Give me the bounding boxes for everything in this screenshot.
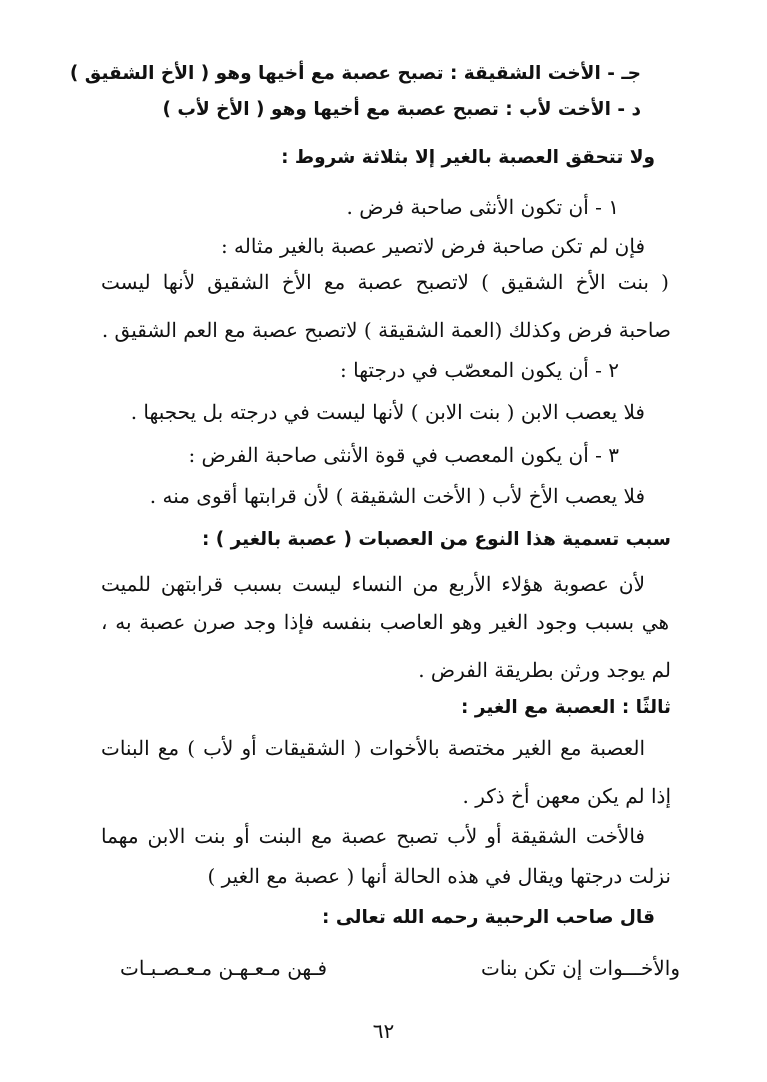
text-line-16: ثالثًا : العصبة مع الغير : [461, 697, 671, 718]
text-line-13: لأن عصوبة هؤلاء الأربع من النساء ليست بسبب قرابتهن للميت [101, 572, 645, 596]
text-line-2: د - الأخت لأب : تصبح عصبة مع أخيها وهو ( الأخ لأب ) [162, 99, 641, 120]
text-line-11: فلا يعصب الأخ لأب ( الأخت الشقيقة ) لأن قرابتها أقوى منه . [149, 484, 645, 508]
text-line-17: العصبة مع الغير مختصة بالأخوات ( الشقيقات أو لأب ) مع البنات [101, 736, 645, 760]
text-line-7: صاحبة فرض وكذلك (العمة الشقيقة ) لاتصبح عصبة مع العم الشقيق . [101, 318, 671, 342]
text-line-12: سبب تسمية هذا النوع من العصبات ( عصبة بالغير ) : [201, 529, 671, 550]
text-line-8: ٢ - أن يكون المعصّب في درجتها : [340, 358, 619, 382]
text-line-21: قال صاحب الرحبية رحمه الله تعالى : [321, 907, 655, 928]
text-line-15: لم يوجد ورثن بطريقة الفرض . [418, 658, 671, 682]
text-line-9: فلا يعصب الابن ( بنت الابن ) لأنها ليست في درجته بل يحجبها . [130, 400, 645, 424]
poetry-verse [120, 948, 680, 988]
text-line-14: هي بسبب وجود الغير وهو العاصب بنفسه فإذا وجد صرن عصبة به ، [101, 610, 669, 634]
text-line-20: نزلت درجتها ويقال في هذه الحالة أنها ( عصبة مع الغير ) [207, 864, 671, 888]
verse-second-hemistich: فـهن مـعـهـن مـعـصـبـات [120, 956, 328, 980]
text-line-1: جـ - الأخت الشقيقة : تصبح عصبة مع أخيها وهو ( الأخ الشقيق ) [69, 63, 641, 84]
page-number: ٦٢ [372, 1019, 395, 1043]
verse-first-hemistich: والأخـــوات إن تكن بنات [481, 956, 680, 980]
text-line-6: ( بنت الأخ الشقيق ) لاتصبح عصبة مع الأخ الشقيق لأنها ليست [101, 270, 669, 294]
text-line-10: ٣ - أن يكون المعصب في قوة الأنثى صاحبة الفرض : [188, 443, 619, 467]
text-line-19: فالأخت الشقيقة أو لأب تصبح عصبة مع البنت أو بنت الابن مهما [101, 824, 645, 848]
text-line-18: إذا لم يكن معهن أخ ذكر . [462, 784, 671, 808]
text-line-5: فإن لم تكن صاحبة فرض لاتصير عصبة بالغير مثاله : [220, 234, 645, 258]
text-line-3: ولا تتحقق العصبة بالغير إلا بثلاثة شروط : [281, 147, 655, 168]
text-line-4: ١ - أن تكون الأنثى صاحبة فرض . [346, 195, 619, 219]
